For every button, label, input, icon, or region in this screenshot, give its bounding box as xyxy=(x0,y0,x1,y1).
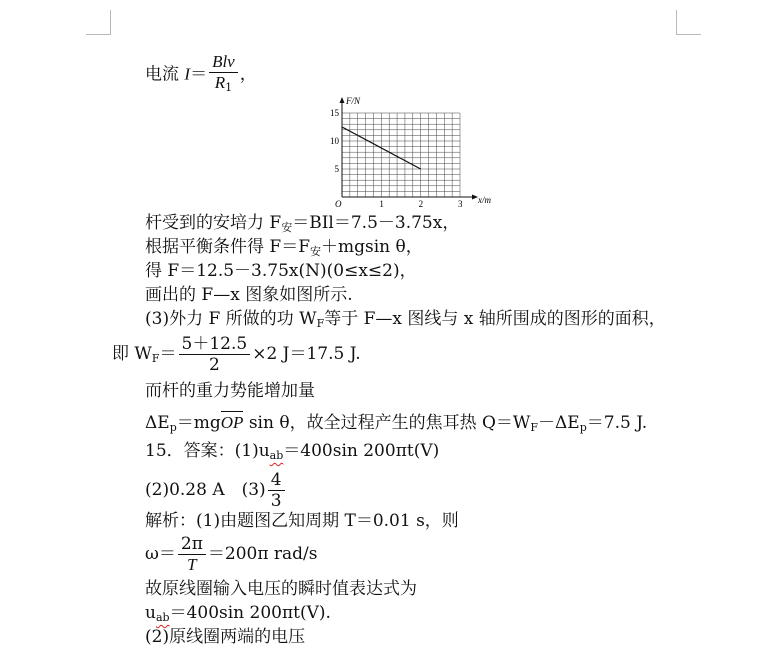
y-tick-label: 10 xyxy=(330,136,339,146)
x-tick-label: 2 xyxy=(418,199,424,208)
y-axis-label: F/N xyxy=(346,96,361,106)
line-uab: $u_{ab}=400\sin$ 200πt(V). xyxy=(145,603,331,624)
line-heat: $\Delta E_p=mgOP$ sin θ，故全过程产生的焦耳热 $Q=W_F-\Delta E_p=7.5$ J. xyxy=(145,413,648,434)
line-result: 得 F＝12.5－3.75x(N)(0≤x≤2)， xyxy=(145,261,417,281)
line-current: 电流 I＝ $\frac{\text{Blv}}{R_1}$ ， xyxy=(145,52,257,94)
y-tick-label: 5 xyxy=(334,164,339,174)
line-express: 故原线圈输入电压的瞬时值表达式为 xyxy=(145,579,417,599)
x-axis-label: x/m xyxy=(478,195,491,205)
line-ampere: 杆受到的安培力 $F_安=BIl=7.5-3.75x$， xyxy=(145,213,460,234)
graph-grid xyxy=(342,113,460,197)
y-axis-arrow xyxy=(340,97,345,103)
y-tick-label: 15 xyxy=(330,108,339,118)
margin-corner-right xyxy=(676,10,701,35)
line-voltage: (2)原线圈两端的电压 xyxy=(145,627,306,647)
line-graph-note: 画出的 F—x 图象如图所示. xyxy=(145,285,353,305)
line-analysis: 解析：(1)由题图乙知周期 T＝0.01 s，则 xyxy=(145,511,459,531)
line-balance: 根据平衡条件得 $F=F_安+mgsin$ θ， xyxy=(145,237,423,258)
x-tick-label: O xyxy=(335,199,342,208)
x-tick-label: 1 xyxy=(379,199,384,208)
graph-axes xyxy=(340,97,479,200)
line-work: (3)外力 F 所做的功 $W_F$等于 F—x 图线与 x 轴所围成的图形的面积， xyxy=(145,309,666,330)
line-answer-2-3: (2)0.28 A (3) $\frac{4}{3}$ xyxy=(145,470,287,511)
line-work-calc: 即 $W_F=$ $\frac{5+12.5}{2}$ ×2 J＝17.5 J. xyxy=(112,334,361,375)
margin-corner-left xyxy=(86,10,111,35)
line-potential-energy: 而杆的重力势能增加量 xyxy=(145,381,315,401)
line-omega: ω＝ $\frac{2\pi}{T}$ ＝200π rad/s xyxy=(145,534,318,574)
x-tick-label: 3 xyxy=(458,199,463,208)
line-q15-answer: 15．答案：$(1)u_{ab}=400\sin$ 200πt(V) xyxy=(145,441,440,462)
force-displacement-graph xyxy=(326,90,496,208)
